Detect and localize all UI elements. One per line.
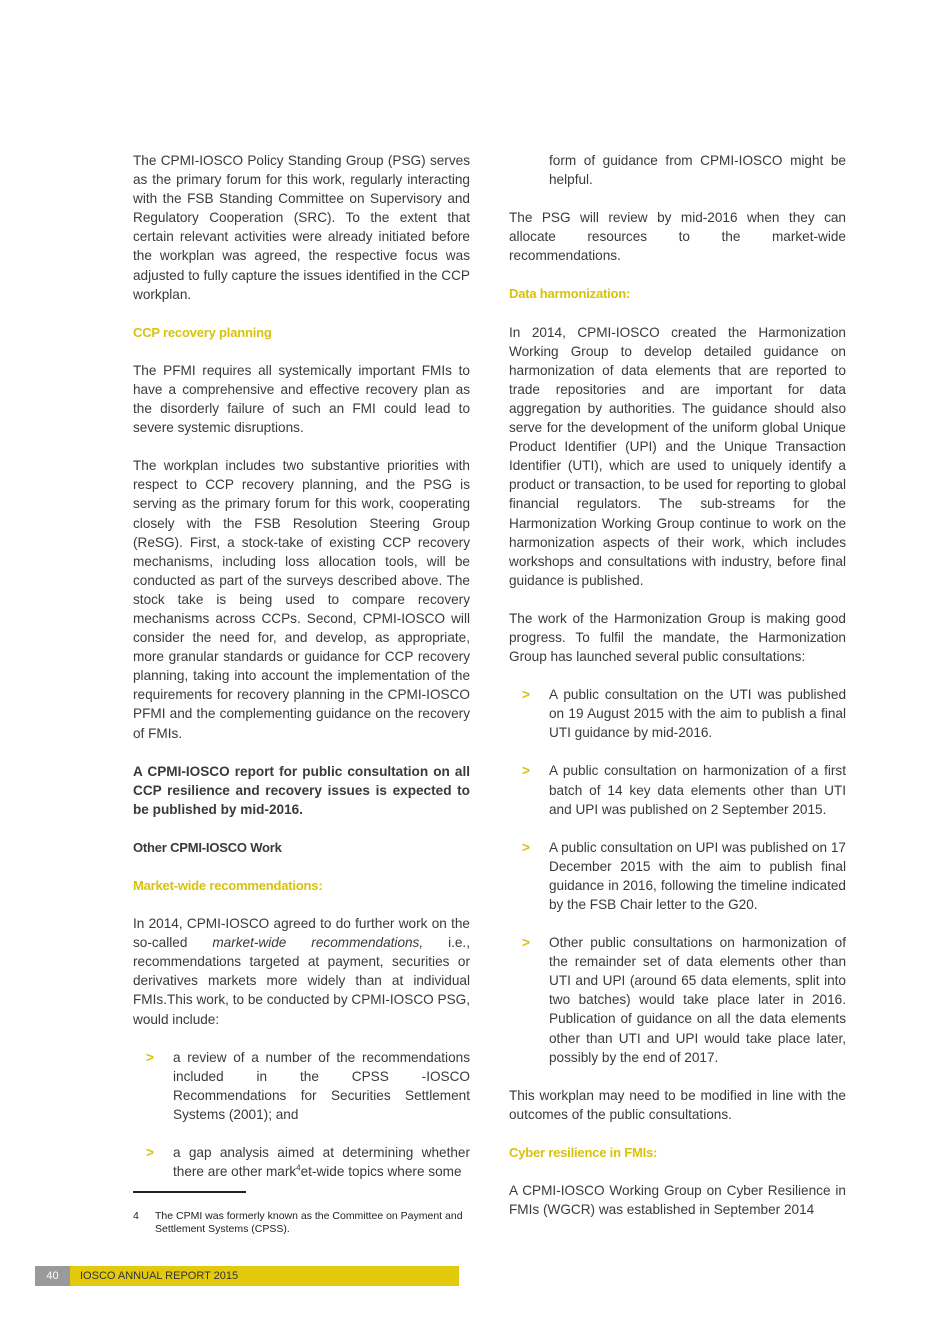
footnote-divider — [133, 1191, 246, 1193]
paragraph-progress: The work of the Harmonization Group is making good progress. To fulfil the mandate, the Harmonization Group has launched several public consultations: — [509, 610, 846, 665]
list-item — [509, 838, 846, 914]
emphasis-market-wide: market-wide recommendations, — [212, 935, 424, 951]
paragraph-psg-review: The PSG will review by mid-2016 when they can allocate resources to the market-wide recommendations. — [509, 210, 846, 264]
list-item — [509, 933, 846, 1067]
paragraph-workplan-priorities: The workplan includes two substantive priorities with respect to CCP recovery planning, and the PSG is serving as the primary forum for this work, cooperating closely with the FSB Resolution Steering Group (ReSG). First, a stock-take of existing CCP recovery mechanisms, including loss allocation tools, will be conducted as part of the surveys described above. The stock take is being used to compare recovery mechanisms across CCPs. Second, CPMI-IOSCO will consider the need for, and develop, as appropriate, more granular standards or guidance for CCP recovery planning, taking into account the implementation of the requirements for recovery planning in the CPMI-IOSCO PFMI and the complementing guidance on the recovery of FMIs. — [133, 458, 470, 741]
list-item — [509, 685, 846, 742]
page-footer — [35, 1266, 459, 1286]
list-item-text: et-wide topics where some — [300, 1164, 462, 1180]
paragraph-harmonization-group: In 2014, CPMI-IOSCO created the Harmonization Working Group to develop detailed guidance on harmonization of data elements that are reported to trade repositories and are important for data aggregation by authorities. The guidance should also serve for the development of the uniform global Unique Product Identifier (UPI) and the Unique Transaction Identifier (UTI), which are used to uniquely identify a product or transaction, to be used for reporting to global financial regulators. The sub-streams for the Harmonization Working Group continue to work on the harmonization aspects of their work, which includes workshops and consultations with industry, before final guidance is published. — [509, 324, 846, 588]
left-column — [133, 151, 470, 1200]
paragraph-report-consultation: A CPMI-IOSCO report for public consultation on all CCP resilience and recovery issues is expected to be published by mid-2016. — [133, 763, 470, 817]
list-item — [133, 1143, 470, 1181]
bullet-arrow-icon: > — [522, 763, 530, 779]
bullet-arrow-icon: > — [146, 1145, 154, 1161]
footnote-text: The CPMI was formerly known as the Committee on Payment and Settlement Systems (CPSS). — [155, 1210, 463, 1235]
heading-market-wide: Market-wide recommendations: — [133, 878, 323, 893]
bullet-arrow-icon: > — [522, 687, 530, 703]
heading-cyber-resilience: Cyber resilience in FMIs: — [509, 1144, 658, 1160]
bullet-arrow-icon: > — [522, 839, 530, 855]
market-wide-list — [133, 1048, 470, 1182]
heading-ccp-recovery: CCP recovery planning — [133, 324, 272, 340]
text-span: In 2014, CPMI-IOSCO agreed to do further work on the so-called — [133, 916, 470, 951]
footnote — [133, 1210, 470, 1236]
bullet-arrow-icon: > — [522, 935, 530, 951]
list-item — [133, 1048, 470, 1124]
page-number: 40 — [35, 1266, 70, 1286]
bullet-arrow-icon: > — [146, 1049, 154, 1065]
paragraph-psg-forum: The CPMI-IOSCO Policy Standing Group (PSG) serves as the primary forum for this work, regularly interacting with the FSB Standing Committee on Supervisory and Regulatory Cooperation (SRC). To the extent that certain relevant activities were already initiated before the workplan was agreed, the respective focus was adjusted to fully capture the issues identified in the CCP workplan. — [133, 153, 470, 302]
paragraph-market-wide — [133, 914, 470, 1029]
list-item-text: A public consultation on harmonization of a first batch of 14 key data elements other than UTI and UPI was published on 2 September 2015. — [549, 763, 846, 817]
paragraph-workplan-modified: This workplan may need to be modified in line with the outcomes of the public consultations. — [509, 1087, 846, 1122]
list-item-text: A public consultation on the UTI was published on 19 August 2015 with the aim to publish a final UTI guidance by mid-2016. — [549, 687, 846, 741]
list-item-text: a review of a number of the recommendations included in the CPSS -IOSCO Recommendations for Securities Settlement Systems (2001); and — [173, 1049, 470, 1122]
heading-other-work: Other CPMI-IOSCO Work — [133, 839, 282, 855]
list-item-text: a gap analysis aimed at determining whether there are other mark — [173, 1145, 470, 1180]
footnote-number: 4 — [133, 1210, 139, 1222]
list-item — [509, 761, 846, 818]
paragraph-pfmi: The PFMI requires all systemically important FMIs to have a comprehensive and effective recovery plan as the disorderly failure of such an FMI could lead to severe systemic disruptions. — [133, 362, 470, 436]
right-column — [509, 151, 846, 1238]
consultations-list — [509, 685, 846, 1067]
footnote-reference[interactable]: 4 — [296, 1163, 301, 1173]
paragraph-cyber: A CPMI-IOSCO Working Group on Cyber Resilience in FMIs (WGCR) was established in September 2014 — [509, 1183, 846, 1218]
list-item-text: Other public consultations on harmonization of the remainder set of data elements other than UTI and UPI (around 65 data elements, split into two batches) would take place later in 2016. Publication of guidance on all the data elements other than UTI and UPI would take place later, possibly by the end of 2017. — [549, 935, 846, 1065]
heading-data-harmonization: Data harmonization: — [509, 286, 631, 302]
report-title: IOSCO ANNUAL REPORT 2015 — [70, 1266, 459, 1286]
text-span: i.e., recommendations targeted at payment, securities or derivatives markets more widely than at individual FMIs.This work, to be conducted by CPMI-IOSCO PSG, would include: — [133, 935, 470, 1027]
list-item-text: A public consultation on UPI was published on 17 December 2015 with the aim to publish final guidance in 2016, following the timeline indicated by the FSB Chair letter to the G20. — [549, 839, 846, 912]
paragraph-continued: form of guidance from CPMI-IOSCO might be helpful. — [549, 153, 846, 188]
